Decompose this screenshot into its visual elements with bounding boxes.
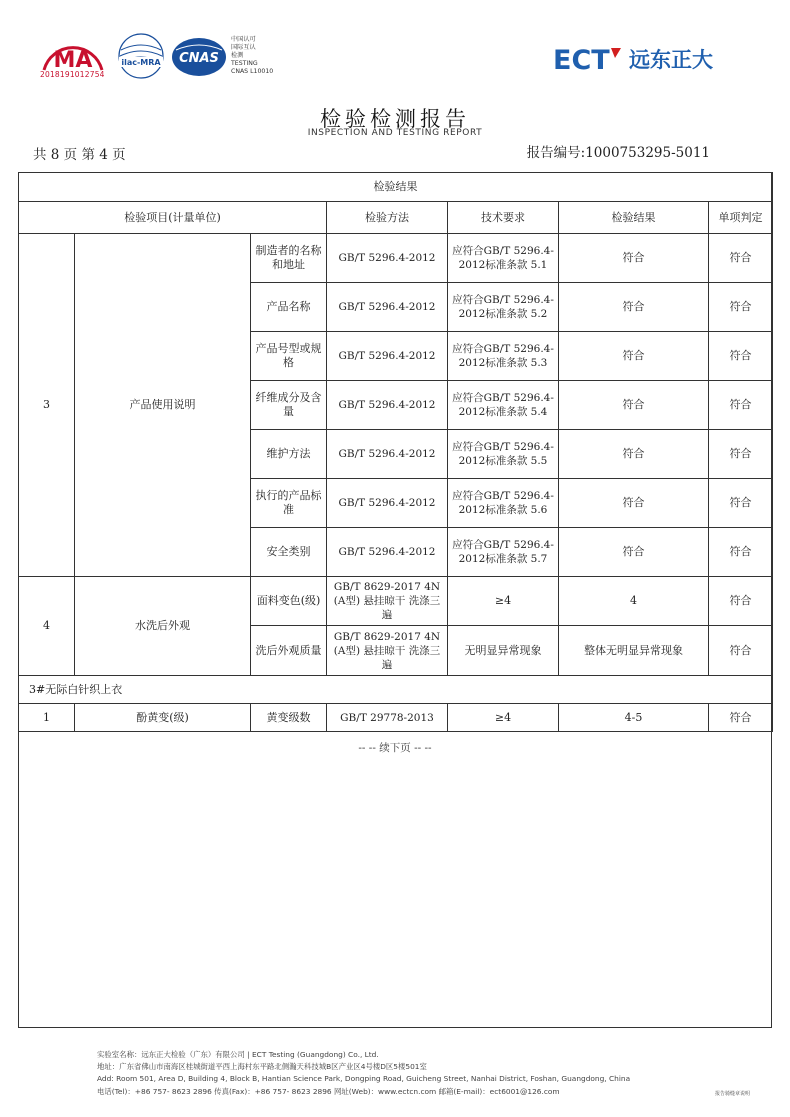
table-row [19,704,773,732]
requirement: 应符合GB/T 5296.4-2012标准条款 5.6 [448,479,559,528]
cnas-text [231,36,273,76]
table-row [19,577,773,626]
sub-item: 执行的产品标准 [251,479,327,528]
verdict: 符合 [709,381,773,430]
sub-item: 面料变色(级) [251,577,327,626]
footer [97,1049,630,1098]
verdict: 符合 [709,577,773,626]
sub-item: 黄变级数 [251,704,327,732]
sub-item: 产品号型或规格 [251,332,327,381]
table-caption: 检验结果 [19,173,773,202]
footer-lab-name: 实验室名称：远东正大检验（广东）有限公司 | ECT Testing (Guangdong) Co., Ltd. [97,1050,379,1059]
continued-note: -- -- 续下页 -- -- [358,742,432,754]
test-method: GB/T 5296.4-2012 [327,381,448,430]
test-method: GB/T 5296.4-2012 [327,332,448,381]
verdict: 符合 [709,479,773,528]
ilac-mra-logo [116,32,166,80]
ect-logo [553,42,753,74]
cnas-text-line: 中国认可 [231,36,256,43]
footer-contact: 电话(Tel)：+86 757- 8623 2896 传真(Fax)：+86 757- 8623 2896 网址(Web)：www.ectcn.com 邮箱(E-mail)：ect6001@126.com [97,1086,560,1096]
test-method: GB/T 5296.4-2012 [327,234,448,283]
report-title: 检验检测报告 [320,107,470,131]
result: 符合 [559,528,709,577]
cnas-text-line: 检测 [231,52,244,59]
group-item: 酚黄变(级) [75,704,251,732]
result: 4-5 [559,704,709,732]
table-header-row [19,202,773,234]
verdict: 符合 [709,704,773,732]
result: 符合 [559,234,709,283]
ect-logo-text: ECT [553,45,610,74]
ect-brand-name: 远东正大 [629,48,713,72]
footer-address-en: Add: Room 501, Area D, Building 4, Block B, Hantian Science Park, Dongping Road, Guicheng Street, Nanhai District, Foshan, Guangdong, China [97,1074,631,1084]
ma-code: 2018191012754 [40,70,105,79]
accreditation-logos [38,32,288,84]
requirement: ≥4 [448,704,559,732]
requirement: 应符合GB/T 5296.4-2012标准条款 5.2 [448,283,559,332]
test-method: GB/T 5296.4-2012 [327,283,448,332]
group-number: 3 [19,234,75,577]
sample-label-row [19,676,773,704]
report-number: 报告编号:1000753295-5011 [526,145,710,161]
verdict: 符合 [709,528,773,577]
stamp-note: 报告骑缝章说明 [714,1091,750,1097]
sub-item: 洗后外观质量 [251,626,327,676]
requirement: 应符合GB/T 5296.4-2012标准条款 5.4 [448,381,559,430]
result: 符合 [559,479,709,528]
test-method: GB/T 5296.4-2012 [327,430,448,479]
verdict: 符合 [709,332,773,381]
header-requirement: 技术要求 [448,202,559,234]
result: 4 [559,577,709,626]
group-item: 产品使用说明 [75,234,251,577]
result: 符合 [559,381,709,430]
cnas-mark: CNAS [179,51,219,66]
verdict: 符合 [709,430,773,479]
requirement: 无明显异常现象 [448,626,559,676]
table-row [19,234,773,283]
sub-item: 纤维成分及含量 [251,381,327,430]
sub-item: 安全类别 [251,528,327,577]
header-result: 检验结果 [559,202,709,234]
page-indicator: 共 8 页 第 4 页 [33,147,126,163]
sample-label: 3#无际白针织上衣 [19,676,773,704]
group-item: 水洗后外观 [75,577,251,676]
test-method: GB/T 5296.4-2012 [327,479,448,528]
test-method: GB/T 5296.4-2012 [327,528,448,577]
verdict: 符合 [709,283,773,332]
test-method: GB/T 8629-2017 4N (A型) 悬挂晾干 洗涤三遍 [327,577,448,626]
cnas-text-line: 国际互认 [231,44,256,51]
cnas-text-line: TESTING [231,60,258,67]
requirement: 应符合GB/T 5296.4-2012标准条款 5.3 [448,332,559,381]
cnas-logo [170,36,228,78]
result: 符合 [559,332,709,381]
result: 符合 [559,283,709,332]
results-table [18,172,773,732]
group-number: 1 [19,704,75,732]
report-subtitle: INSPECTION AND TESTING REPORT [307,128,483,138]
footer-address-cn: 地址：广东省佛山市南海区桂城街道平西上海村东平路北侧瀚天科技城B区产业区4号楼D区5楼501室 [97,1062,427,1072]
requirement: 应符合GB/T 5296.4-2012标准条款 5.1 [448,234,559,283]
verdict: 符合 [709,626,773,676]
sub-item: 产品名称 [251,283,327,332]
header-method: 检验方法 [327,202,448,234]
sub-item: 维护方法 [251,430,327,479]
sub-item: 制造者的名称和地址 [251,234,327,283]
requirement: 应符合GB/T 5296.4-2012标准条款 5.7 [448,528,559,577]
ilac-mark: ilac-MRA [121,58,161,67]
cnas-text-line: CNAS L10010 [231,68,274,75]
result: 整体无明显异常现象 [559,626,709,676]
test-method: GB/T 8629-2017 4N (A型) 悬挂晾干 洗涤三遍 [327,626,448,676]
ma-mark: MA [53,48,93,73]
table-caption-row [19,173,773,202]
header-item: 检验项目(计量单位) [19,202,327,234]
test-method: GB/T 29778-2013 [327,704,448,732]
requirement: 应符合GB/T 5296.4-2012标准条款 5.5 [448,430,559,479]
header-verdict: 单项判定 [709,202,773,234]
result: 符合 [559,430,709,479]
verdict: 符合 [709,234,773,283]
group-number: 4 [19,577,75,676]
requirement: ≥4 [448,577,559,626]
